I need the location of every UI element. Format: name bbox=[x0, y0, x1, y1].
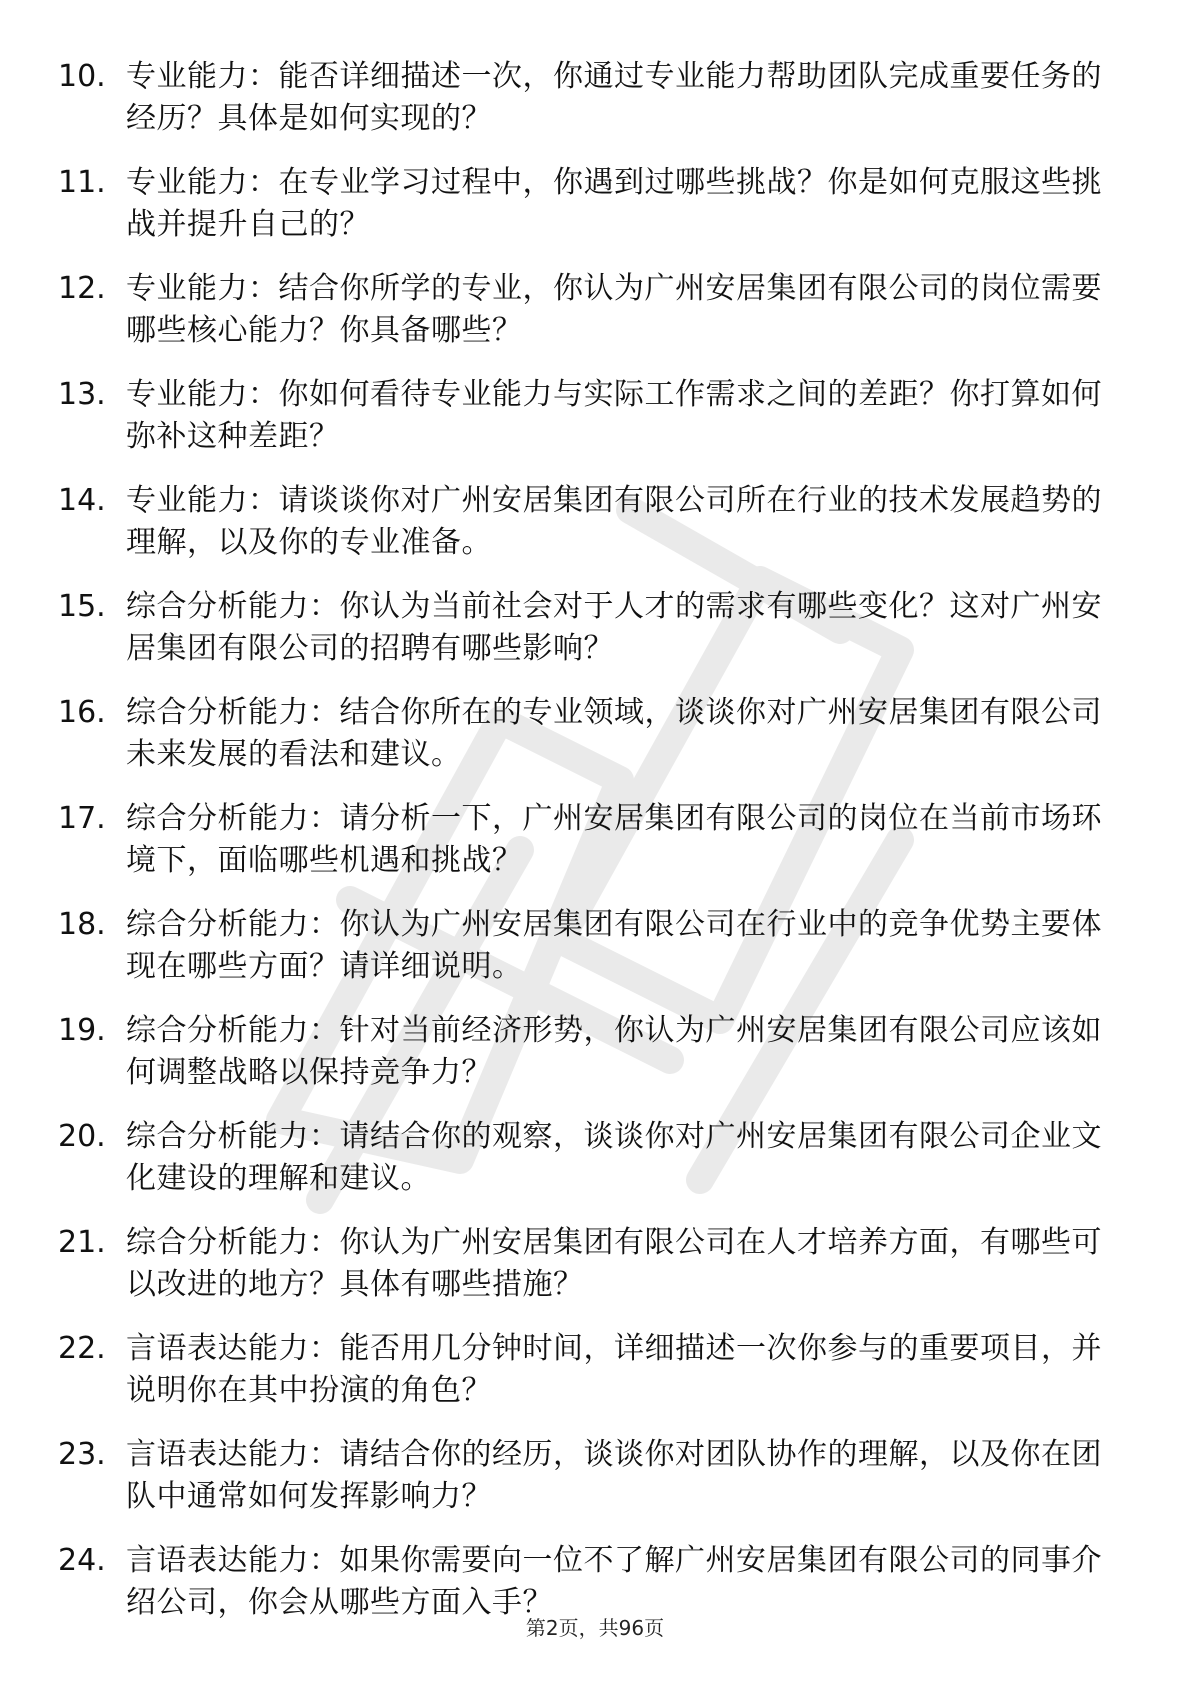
page-number: 第2页，共96页 bbox=[525, 1616, 665, 1640]
question-item-11 bbox=[58, 162, 1118, 246]
question-number: 14. bbox=[58, 483, 106, 518]
question-item-16 bbox=[58, 692, 1118, 776]
question-item-15 bbox=[58, 586, 1118, 670]
question-text: 综合分析能力：你认为当前社会对于人才的需求有哪些变化？这对广州安居集团有限公司的招聘有哪些影响？ bbox=[126, 589, 1102, 666]
question-number: 22. bbox=[58, 1331, 106, 1366]
question-item-19 bbox=[58, 1010, 1118, 1094]
question-number: 10. bbox=[58, 59, 106, 94]
question-number: 17. bbox=[58, 801, 106, 836]
question-item-23 bbox=[58, 1434, 1118, 1518]
question-number: 11. bbox=[58, 165, 106, 200]
question-text: 专业能力：在专业学习过程中，你遇到过哪些挑战？你是如何克服这些挑战并提升自己的？ bbox=[126, 165, 1102, 242]
question-item-22 bbox=[58, 1328, 1118, 1412]
question-number: 18. bbox=[58, 907, 106, 942]
question-number: 23. bbox=[58, 1437, 106, 1472]
question-number: 15. bbox=[58, 589, 106, 624]
question-text: 专业能力：请谈谈你对广州安居集团有限公司所在行业的技术发展趋势的理解，以及你的专业准备。 bbox=[126, 483, 1102, 560]
question-item-18 bbox=[58, 904, 1118, 988]
question-text: 言语表达能力：能否用几分钟时间，详细描述一次你参与的重要项目，并说明你在其中扮演的角色？ bbox=[126, 1331, 1102, 1408]
question-item-13 bbox=[58, 374, 1118, 458]
question-number: 24. bbox=[58, 1543, 106, 1578]
question-text: 综合分析能力：请分析一下，广州安居集团有限公司的岗位在当前市场环境下，面临哪些机遇和挑战？ bbox=[126, 801, 1102, 878]
question-list bbox=[58, 56, 1118, 1646]
question-text: 综合分析能力：针对当前经济形势，你认为广州安居集团有限公司应该如何调整战略以保持竞争力？ bbox=[126, 1013, 1102, 1090]
question-number: 13. bbox=[58, 377, 106, 412]
question-item-20 bbox=[58, 1116, 1118, 1200]
page-footer bbox=[0, 1612, 1190, 1641]
question-text: 专业能力：你如何看待专业能力与实际工作需求之间的差距？你打算如何弥补这种差距？ bbox=[126, 377, 1102, 454]
question-text: 专业能力：能否详细描述一次，你通过专业能力帮助团队完成重要任务的经历？具体是如何实现的？ bbox=[126, 59, 1102, 136]
question-text: 言语表达能力：如果你需要向一位不了解广州安居集团有限公司的同事介绍公司，你会从哪些方面入手？ bbox=[126, 1543, 1102, 1620]
question-text: 综合分析能力：请结合你的观察，谈谈你对广州安居集团有限公司企业文化建设的理解和建议。 bbox=[126, 1119, 1102, 1196]
question-text: 言语表达能力：请结合你的经历，谈谈你对团队协作的理解，以及你在团队中通常如何发挥影响力？ bbox=[126, 1437, 1102, 1514]
question-number: 16. bbox=[58, 695, 106, 730]
question-number: 12. bbox=[58, 271, 106, 306]
question-text: 综合分析能力：你认为广州安居集团有限公司在行业中的竞争优势主要体现在哪些方面？请详细说明。 bbox=[126, 907, 1102, 984]
question-item-10 bbox=[58, 56, 1118, 140]
question-item-17 bbox=[58, 798, 1118, 882]
question-text: 专业能力：结合你所学的专业，你认为广州安居集团有限公司的岗位需要哪些核心能力？你具备哪些？ bbox=[126, 271, 1102, 348]
question-text: 综合分析能力：结合你所在的专业领域，谈谈你对广州安居集团有限公司未来发展的看法和建议。 bbox=[126, 695, 1102, 772]
question-item-14 bbox=[58, 480, 1118, 564]
question-number: 19. bbox=[58, 1013, 106, 1048]
question-text: 综合分析能力：你认为广州安居集团有限公司在人才培养方面，有哪些可以改进的地方？具体有哪些措施？ bbox=[126, 1225, 1102, 1302]
question-number: 21. bbox=[58, 1225, 106, 1260]
question-number: 20. bbox=[58, 1119, 106, 1154]
question-item-12 bbox=[58, 268, 1118, 352]
question-item-21 bbox=[58, 1222, 1118, 1306]
